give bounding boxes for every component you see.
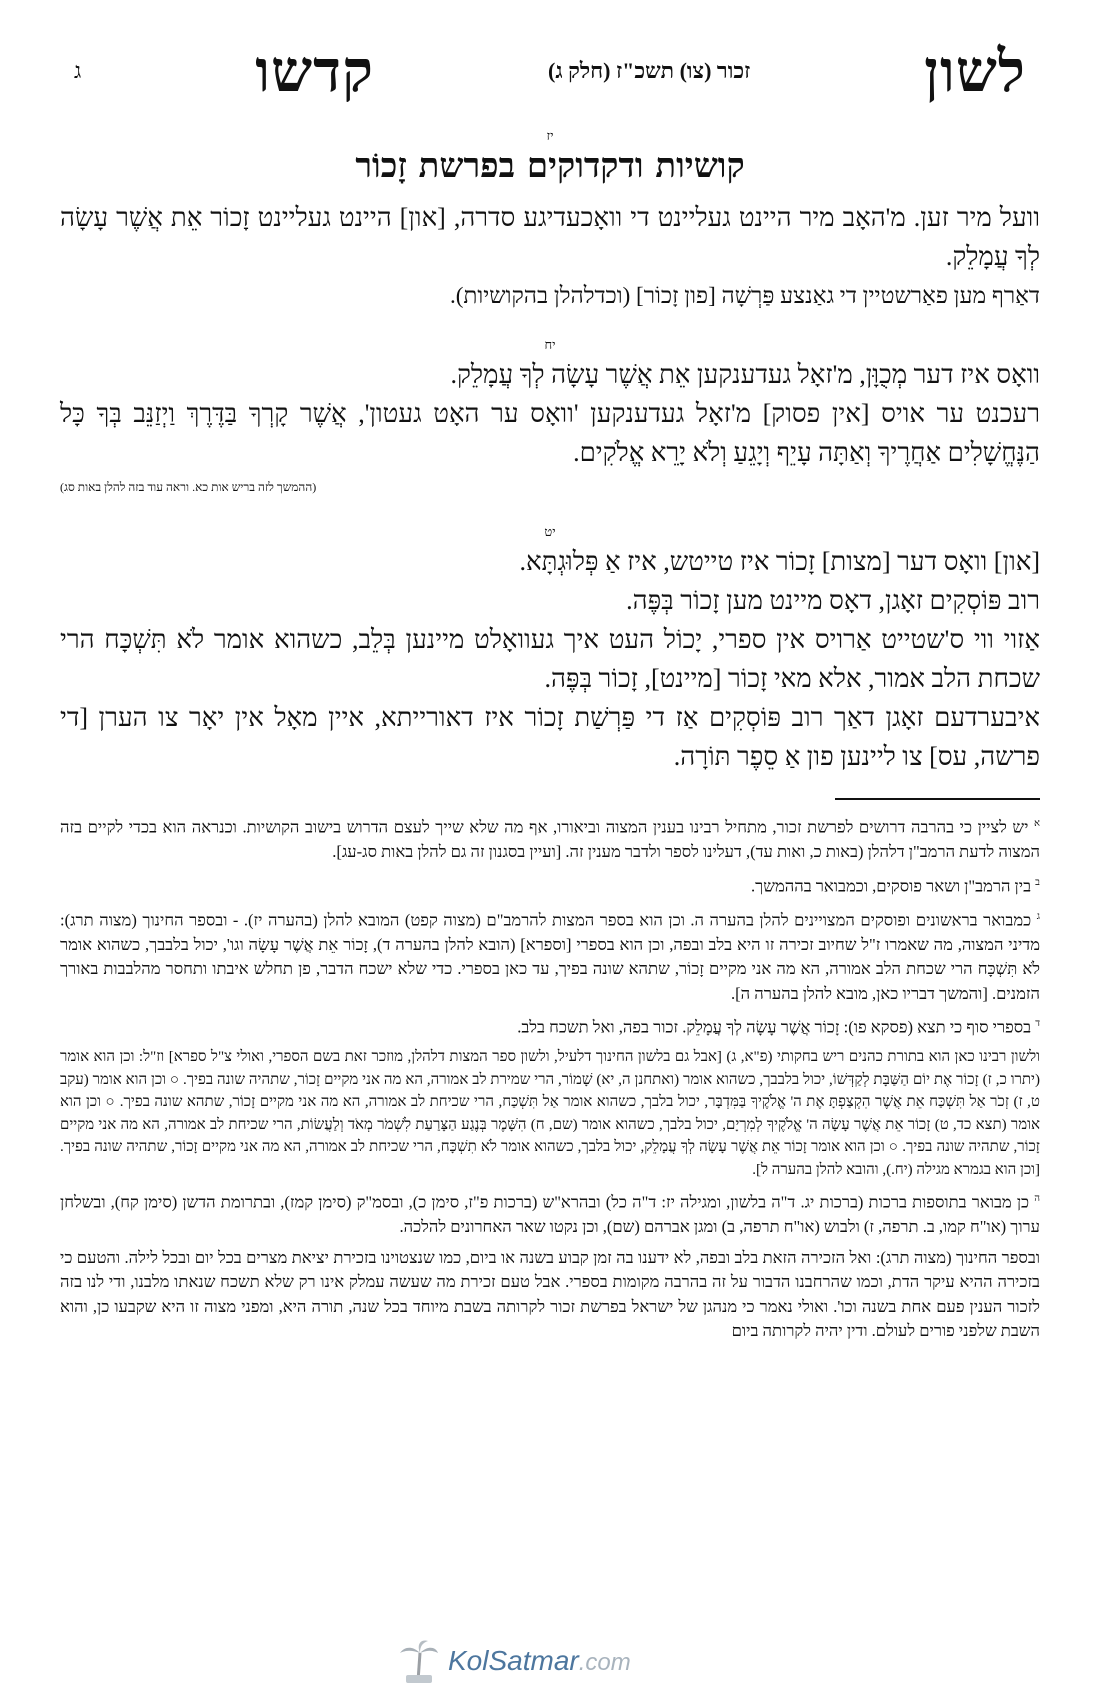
body-paragraph: דאַרף מען פאַרשטיין די גאַנצע פַּרְשָׁה [פון זָכוֹר] (וכדלהלן בהקושיות). <box>449 283 1040 308</box>
body-paragraph: רעכנט ער אויס [אין פסוק] מ'זאָל געדענקען 'וואָס ער האָט געטון', אֲשֶׁר קָרְךָ בַּדֶּרֶךְ וַיְזַנֵּב בְּךָ כָּל הַנֶּחֱשָׁלִים אַחֲרֶיךָ וְאַתָּה עָיֵף וְיָגֵעַ וְלֹא יָרֵא אֱלֹקִים. <box>60 399 1040 467</box>
body-paragraph: וואָס איז דער מְכֻוָּן, מ'זאָל געדענקען אֵת אֲשֶׁר עָשָׂה לְךָ עֲמָלֵק. <box>450 360 1040 389</box>
footnote-text: יש לציין כי בהרבה דרושים לפרשת זכור, מתחיל רבינו בענין המצוה וביאורו, אף מה שלא שייך לעצם הדרוש בישוב הקושיות. וכנראה הוא בכדי לקיים בזה המצוה לדעת הרמב"ן דלהלן (באות כ, ואות עד), דעלינו לספר ולדבר מענין זה. [ועיין בסגנון זה גם להלן באות סג-עג]. <box>60 817 1040 861</box>
footnote <box>60 1012 1040 1040</box>
footnote-text: ולשון רבינו כאן הוא בתורת כהנים ריש בחקותי (פ"א, ג) [אבל גם בלשון החינוך דלעיל, ולשון ספר המצות דלהלן, מוזכר זאת בשם הספרי, ואולי צ"ל ספרא] וז"ל: וכן הוא אומר (יתרו כ, ז) זָכוֹר אֶת יוֹם הַשַּׁבָּת לְקַדְּשׁוֹ, יכול בלבבך, כשהוא אומר (ואתחנן ה, יא) שָׁמוֹר, הרי שמירת לב אמורה, הא מה אני מקיים זָכוֹר, שתהיה שונה בפיך. ○ וכן הוא אומר (עקב ט, ז) זְכֹר אַל תִּשְׁכַּח אֵת אֲשֶׁר הִקְצַפְתָּ אֶת ה' אֱלֹקֶיךָ בַּמִּדְבָּר, יכול בלבך, כשהוא אומר אַל תִּשְׁכַּח, הרי שכיחת לב אמורה, הא מה אני מקיים זָכוֹר, שתהא שונה בפיך. ○ וכן הוא אומר (תצא כד, ט) זָכוֹר אֵת אֲשֶׁר עָשָׂה ה' אֱלֹקֶיךָ לְמִרְיָם, יכול בלבך, כשהוא אומר (שם, ח) הִשָּׁמֶר בְּנֶגַע הַצָּרַעַת לִשְׁמֹר מְאֹד וְלַעֲשׂוֹת, הרי שכיחת לב אמורה, הא מה אני מקיים זָכוֹר, שתהיה שונה בפיך. ○ וכן הוא אומר זָכוֹר אֵת אֲשֶׁר עָשָׂה לְךָ עֲמָלֵק, יכול בלבך, כשהוא אומר לֹא תִשְׁכָּח, הרי שכיחת לב אמורה, הא מה אני מקיים זָכוֹר, שתהיה שונה בפיך. [וכן הוא בגמרא מגילה (יח.), והובא להלן בהערה ל]. <box>60 1049 1040 1178</box>
header-center-title: זכור (צו) תשכ"ז (חלק ג) <box>548 58 751 83</box>
footnote <box>60 812 1040 865</box>
document-page <box>60 36 1040 1676</box>
header-right-word: לשון <box>924 37 1026 105</box>
header-left-word: קדשו <box>255 37 375 105</box>
watermark-text <box>448 1645 631 1677</box>
footnote-text: כמבואר בראשונים ופוסקים המצויינים להלן בהערה ה. וכן הוא בספר המצות להרמב"ם (מצוה קפט) המובא להלן (בהערה יז). - ובספר החינוך (מצוה תרג): מדיני המצוה, מה שאמרו ז"ל שחיוב זכירה זו היא בלב ובפה, וכן הוא בספרי [וספרא] (הובא להלן בהערה ד), זָכוֹר אֵת אֲשֶׁר עָשָׂה וגו', יכול בלבבך, כשהוא אומר לֹא תִּשְׁכָּח הרי שכחת הלב אמורה, הא מה אני מקיים זָכוֹר, שתהא שונה בפיך, עד כאן בספרי. כדי שלא ישכח הדבר, פן תחלש איבתו ותחסר מהלבבות באורך הזמנים. [והמשך דבריו כאן, מובא להלן בהערה ה]. <box>60 910 1040 1003</box>
footnote-text: כן מבואר בתוספות ברכות (ברכות יג. ד"ה בלשון, ומגילה יז: ד"ה כל) ובהרא"ש (ברכות פ"ז, סימן כ), ובסמ"ק (סימן קמז), ובתרומת הדשן (סימן קח), ובשלחן ערוך (או"ח קמו, ב. תרפה, ז) ולבוש (או"ח תרפה, ב) ומגן אברהם (שם), וכן נקטו שאר האחרונים להלכה. <box>60 1192 1040 1236</box>
section-number: יח <box>544 337 556 352</box>
footnote-continuation <box>60 1246 1040 1344</box>
section-number: יז <box>546 128 554 143</box>
footnote-mark: ה <box>1034 1193 1041 1204</box>
footnotes <box>60 812 1040 1344</box>
kolsatmar-watermark <box>398 1636 658 1686</box>
footnote-divider <box>60 798 1040 800</box>
section-title: קושיות ודקדוקים בפרשת זָכוֹר <box>355 146 745 186</box>
section-number: יט <box>544 524 556 539</box>
body-paragraph: איבערדעם זאָגן דאַך רוב פּוֹסְקִים אַז די פַּרְשַׁת זָכוֹר איז דאורייתא, איין מאָל אין יאָר צו הערן [די פרשה, עס] צו ליינען פון אַ סֵפֶר תּוֹרָה. <box>60 703 1040 771</box>
watermark-name: KolSatmar <box>448 1645 579 1676</box>
footnote-mark: ב <box>1035 876 1040 888</box>
body-paragraph: [און] וואָס דער [מצות] זָכוֹר איז טייטש, איז אַ פְּלוּגְתָּא. <box>519 547 1040 576</box>
footnote <box>60 871 1040 899</box>
footnote <box>60 1187 1040 1240</box>
body-paragraph: וועל מיר זען. מ'האָב מיר היינט געליינט די וואָכעדיגע סדרה, [און] היינט געליינט זָכוֹר אֵת אֲשֶׁר עָשָׂה לְךָ עֲמָלֵק. <box>60 203 1040 271</box>
page-number: ג <box>74 58 82 83</box>
footnote-mark: א <box>1033 818 1040 829</box>
footnote-continuation <box>60 1046 1040 1181</box>
footnote <box>60 905 1040 1007</box>
footnote-mark: ד <box>1035 1018 1040 1029</box>
footnote-text: ובספר החינוך (מצוה תרג): ואל הזכירה הזאת בלב ובפה, לא ידענו בה זמן קבוע בשנה או ביום, כמו שנצטוינו בזכירת יציאת מצרים בכל יום ובכל לילה. והטעם כי בזכירה ההיא עיקר הדת, וכמו שהרחבנו הדבור על זה בהרבה מקומות בספרי. אבל טעם זכירת מה שעשה עמלק אינו רק שלא תשכח שנאתו מלבנו, ודי לנו בזה לזכור הענין פעם אחת בשנה וכו'. ואולי נאמר כי מנהגן של ישראל בפרשת זכור לקרותה בשבת מיוחד בכל שנה, תורה היא, ומפני מצוה זו היא שקבעו כן, והוא השבת שלפני פורים לעולם. ודין יהיה לקרותה ביום <box>60 1247 1040 1340</box>
palm-tree-icon <box>398 1639 440 1683</box>
page-header <box>60 36 1040 106</box>
footnote-text: בין הרמב"ן ושאר פוסקים, וכמבואר בההמשך. <box>751 876 1032 895</box>
footnote-mark: ג <box>1036 910 1040 922</box>
body-paragraph: רוב פּוֹסְקִים זאָגן, דאָס מיינט מען זָכוֹר בְּפֶּה. <box>626 586 1040 615</box>
footnote-text: בספרי סוף כי תצא (פסקא פו): זָכוֹר אֲשֶׁר עָשָׂה לְךָ עֲמָלֵק. זכור בפה, ואל תשכח בלב. <box>517 1017 1032 1037</box>
watermark-domain: .com <box>578 1649 631 1676</box>
body-paragraph: אַזוי ווי ס'שטייט אַרויס אין ספרי, יָכוֹל העט איך געוואָלט מיינען בְּלֵב, כשהוא אומר לֹא תִּשְׁכָּח הרי שכחת הלב אמור, אלא מאי זָכוֹר [מיינט], זָכוֹר בְּפֶּה. <box>60 625 1040 693</box>
continuation-note: (ההמשך לזה בריש אות כא. וראה עוד בזה להלן באות סג) <box>60 480 317 494</box>
